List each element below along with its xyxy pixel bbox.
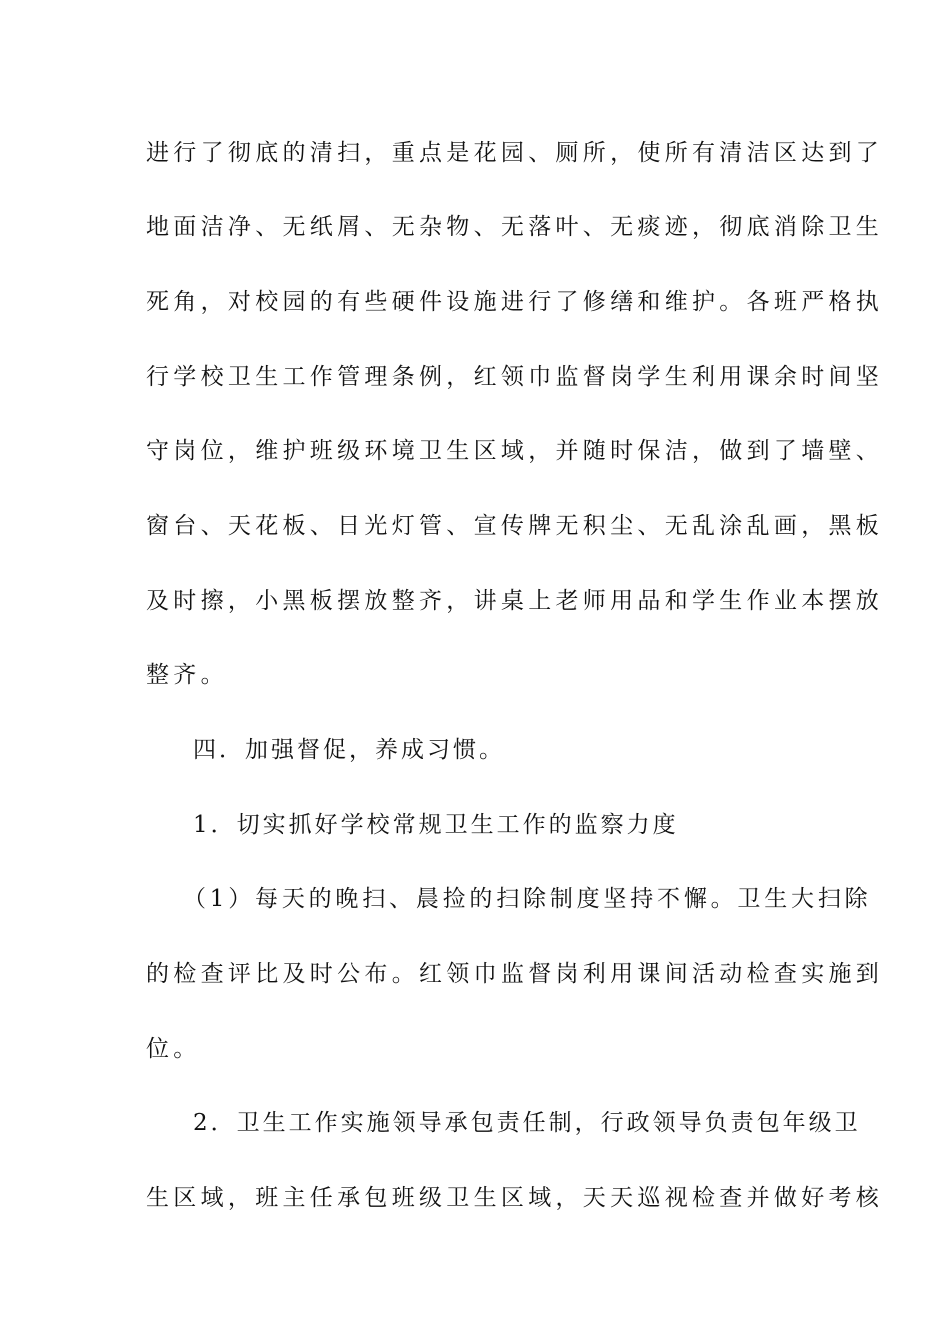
section-heading: 四．加强督促，养成习惯。 (193, 737, 505, 763)
paragraph-line: （1）每天的晚扫、晨捡的扫除制度坚持不懈。卫生大扫除 (183, 886, 872, 912)
paragraph-line: 2．卫生工作实施领导承包责任制，行政领导负责包年级卫 (193, 1110, 861, 1136)
paragraph-line: 地面洁净、无纸屑、无杂物、无落叶、无痰迹，彻底消除卫生 (146, 214, 884, 240)
subsection-heading: 1．切实抓好学校常规卫生工作的监察力度 (193, 812, 679, 838)
paragraph-line: 进行了彻底的清扫，重点是花园、厕所，使所有清洁区达到了 (146, 140, 884, 166)
paragraph-line: 守岗位，维护班级环境卫生区域，并随时保洁，做到了墙壁、 (146, 438, 884, 464)
paragraph-line: 整齐。 (146, 662, 228, 688)
paragraph-line: 的检查评比及时公布。红领巾监督岗利用课间活动检查实施到 (146, 961, 884, 987)
paragraph-line: 位。 (146, 1036, 201, 1062)
paragraph-line: 窗台、天花板、日光灯管、宣传牌无积尘、无乱涂乱画，黑板 (146, 513, 884, 539)
paragraph-line: 及时擦，小黑板摆放整齐，讲桌上老师用品和学生作业本摆放 (146, 588, 884, 614)
paragraph-line: 行学校卫生工作管理条例，红领巾监督岗学生利用课余时间坚 (146, 364, 884, 390)
paragraph-line: 生区域，班主任承包班级卫生区域，天天巡视检查并做好考核 (146, 1185, 884, 1211)
paragraph-line: 死角，对校园的有些硬件设施进行了修缮和维护。各班严格执 (146, 289, 884, 315)
